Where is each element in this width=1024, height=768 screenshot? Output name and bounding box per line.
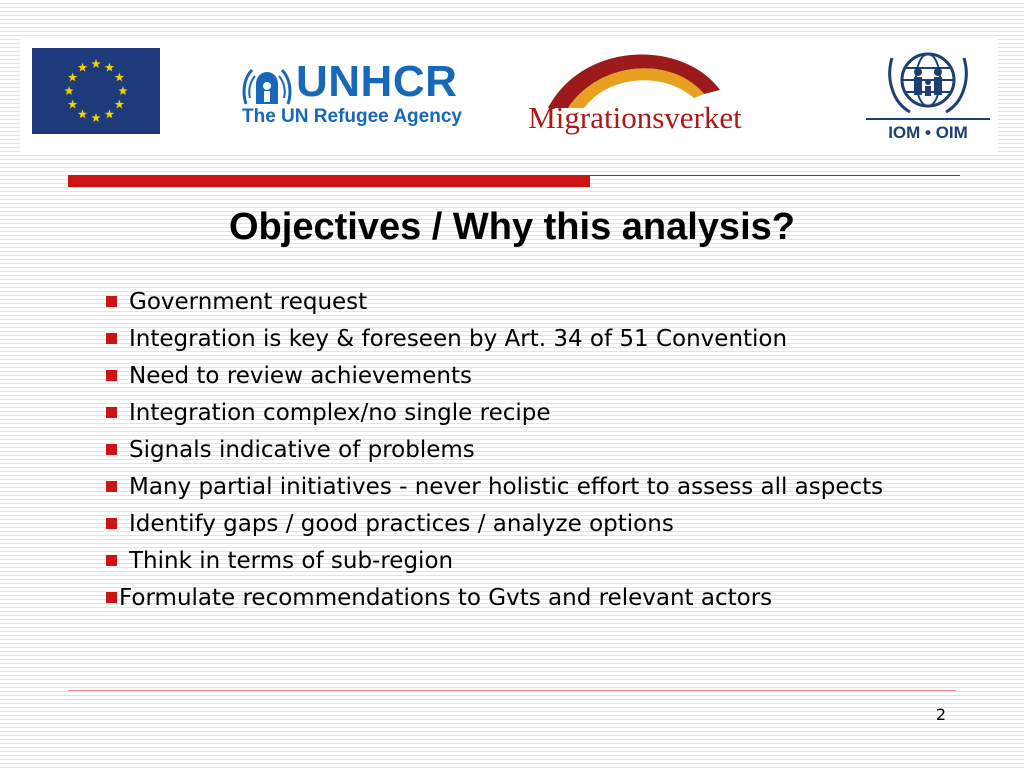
bullet-item: [106, 431, 1006, 468]
square-bullet-icon: [106, 518, 117, 529]
bullet-text: Signals indicative of problems: [129, 436, 475, 463]
bullet-item: [106, 357, 1006, 394]
unhcr-emblem-icon: [240, 64, 294, 110]
bullet-text: Government request: [129, 288, 368, 315]
square-bullet-icon: [106, 444, 117, 455]
square-bullet-icon: [106, 481, 117, 492]
bullet-text: Formulate recommendations to Gvts and relevant actors: [119, 584, 773, 611]
bullet-item: [106, 542, 1006, 579]
square-bullet-icon: [106, 555, 117, 566]
square-bullet-icon: [106, 370, 117, 381]
title-accent-bar: [68, 175, 590, 187]
iom-logo: [866, 48, 990, 148]
bullet-text: Integration is key & foreseen by Art. 34 of 51 Convention: [129, 325, 788, 352]
iom-wordmark: IOM • OIM: [888, 123, 968, 142]
slide-title: Objectives / Why this analysis?: [229, 206, 795, 248]
bullet-text: Need to review achievements: [129, 362, 472, 389]
bullet-text: Think in terms of sub-region: [129, 547, 454, 574]
unhcr-wordmark: UNHCR: [296, 57, 458, 106]
bullet-item: [106, 283, 1006, 320]
bullet-list: [106, 283, 1006, 616]
bullet-text: Many partial initiatives - never holistic effort to assess all aspects: [129, 473, 884, 500]
square-bullet-icon: [106, 296, 117, 307]
iom-emblem-icon: [888, 48, 968, 116]
iom-divider: [866, 118, 990, 120]
bullet-item: [106, 394, 1006, 431]
square-bullet-icon: [106, 407, 117, 418]
page-number: 2: [935, 705, 946, 724]
bullet-item: [106, 320, 1006, 357]
bullet-item: [106, 579, 1006, 616]
unhcr-logo: [240, 57, 480, 132]
title-accent-line: [590, 175, 960, 176]
logo-band: [20, 38, 998, 152]
square-bullet-icon: [106, 592, 117, 603]
bullet-text: Integration complex/no single recipe: [129, 399, 551, 426]
square-bullet-icon: [106, 333, 117, 344]
eu-flag-icon: [32, 48, 160, 134]
migrationsverket-logo: [524, 50, 746, 140]
bullet-text: Identify gaps / good practices / analyze options: [129, 510, 674, 537]
migrationsverket-wordmark: Migrationsverket: [528, 100, 742, 135]
bullet-item: [106, 468, 1006, 505]
unhcr-tagline: The UN Refugee Agency: [242, 106, 462, 127]
footer-divider: [68, 690, 956, 691]
bullet-item: [106, 505, 1006, 542]
